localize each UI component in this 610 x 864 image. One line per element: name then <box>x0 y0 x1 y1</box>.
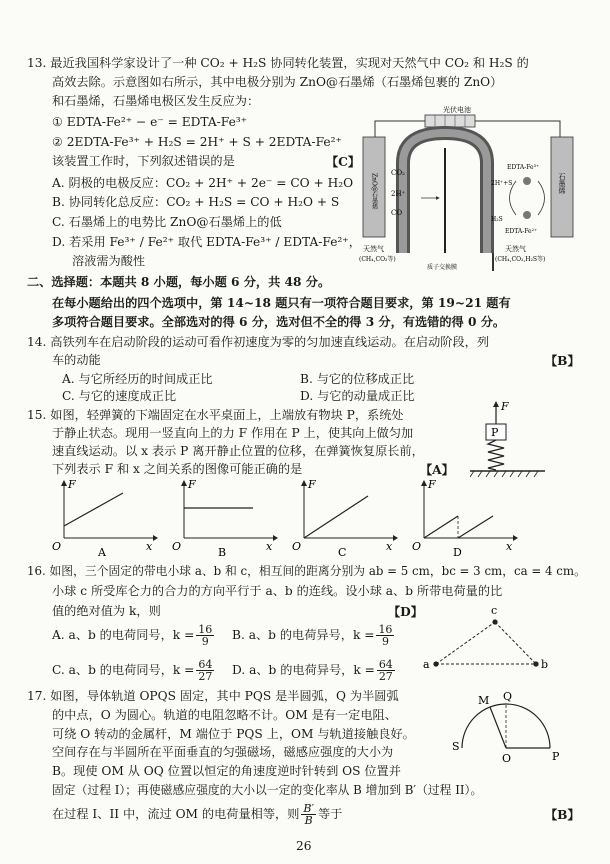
q15-graph-d <box>408 478 518 558</box>
graph-a-line <box>64 493 123 526</box>
svg-text:F: F <box>68 478 76 491</box>
svg-text:O: O <box>502 752 512 765</box>
gas-right: 天然气 <box>505 245 526 253</box>
q13-line-4: ① EDTA-Fe²⁺ − e⁻ = EDTA-Fe³⁺ <box>52 115 248 129</box>
svg-text:O: O <box>292 540 302 553</box>
svg-text:P: P <box>552 750 560 763</box>
ball-b <box>533 661 538 666</box>
q15-graph-c <box>288 478 398 558</box>
q17-line-6: 固定（过程 I）；再使磁感应强度的大小以一定的变化率从 B 增加到 B′（过程 II）。 <box>52 783 483 797</box>
q16-answer: 【D】 <box>388 605 423 619</box>
q13-option-b: B. 协同转化总反应：CO₂ + H₂S = CO + H₂O + S <box>52 195 340 209</box>
q17-line-4: 空间存在与半圆所在平面垂直的匀强磁场，磁感应强度的大小为 <box>52 745 394 759</box>
rod-om <box>490 707 506 748</box>
svg-text:F: F <box>188 478 196 491</box>
spring-block-figure <box>470 398 545 483</box>
q13-line-2: 高效去除。示意图如右所示，其中电极分别为 ZnO@石墨烯（石墨烯包裹的 ZnO） <box>52 75 503 89</box>
q15-line-2: 于静止状态。现用一竖直向上的力 F 作用在 P 上，使其向上做匀加 <box>52 426 414 440</box>
svg-text:a: a <box>423 658 430 671</box>
page-number: 26 <box>296 839 312 853</box>
q16-line-1: 16. 如图，三个固定的带电小球 a、b 和 c，相互间的距离分别为 ab = 5 cm，bc = 3 cm，ca = 4 cm。 <box>27 564 586 578</box>
gas-right-sub: (CH₄,CO₂,H₂S等) <box>495 256 546 263</box>
q17-line-7: 在过程 I、II 中，流过 OM 的电荷量相等，则 $\frac{B'}{B}$ 等于 <box>52 802 343 827</box>
q13-option-a: A. 阴极的电极反应：CO₂ + 2H⁺ + 2e⁻ = CO + H₂O <box>52 176 354 190</box>
q13-option-d: D. 若采用 Fe³⁺ / Fe²⁺ 取代 EDTA-Fe³⁺ / EDTA-Fe²⁺， <box>52 235 361 249</box>
q16-option-b: B. a、b 的电荷异号，k = $\frac{16}{9}$ <box>232 623 393 648</box>
graph-d-line-2 <box>458 516 493 538</box>
h2s-label: H₂S <box>491 216 503 223</box>
gas-left: 天然气 <box>363 245 384 253</box>
semicircle-figure <box>452 688 562 768</box>
triangle-abc <box>418 602 548 674</box>
q16-line-3: 值的绝对值为 k，则 <box>52 604 161 618</box>
solar-label: 光伏电池 <box>443 106 471 114</box>
right-electrode-label: 石墨烯 <box>558 173 566 194</box>
edta3-top: EDTA-Fe³⁺ <box>507 164 540 171</box>
h-plus-s: 2H⁺+S <box>491 180 513 187</box>
graph-d-line-1 <box>424 516 458 538</box>
q16-option-c: C. a、b 的电荷同号，k = $\frac{64}{27}$ <box>52 658 213 683</box>
ball-c <box>492 619 497 624</box>
graph-b-label: B <box>218 546 227 558</box>
graph-c-line <box>304 496 368 538</box>
q16-option-a: A. a、b 的电荷同号，k = $\frac{16}{9}$ <box>52 623 213 648</box>
co-label: CO <box>391 209 403 217</box>
svg-text:F: F <box>428 478 436 491</box>
svg-text:M: M <box>478 694 490 707</box>
q14-option-a: A. 与它所经历的时间成正比 <box>62 372 213 386</box>
q15-line-3: 速直线运动。以 x 表示 P 离开静止位置的位移，在弹簧恢复原长前， <box>52 444 424 458</box>
q14-line-2: 车的动能 <box>52 353 101 367</box>
edta2-bottom: EDTA-Fe²⁺ <box>505 228 538 235</box>
section2-desc-2: 多项符合题目要求。全部选对的得 6 分，选对但不全的得 3 分，有选错的得 0 分。 <box>52 315 506 329</box>
q13-line-3: 和石墨烯，石墨烯电极区发生反应为： <box>52 94 260 108</box>
q14-option-b: B. 与它的位移成正比 <box>300 372 415 386</box>
q13-line-1: 13. 最近我国科学家设计了一种 CO₂ + H₂S 协同转化装置，实现对天然气中 CO₂ 和 H₂S 的 <box>27 56 529 70</box>
q14-line-1: 14. 高铁列车在启动阶段的运动可看作初速度为零的匀加速直线运动。在启动阶段，列 <box>27 335 490 349</box>
q17-line-5: B。现使 OM 从 OQ 位置以恒定的角速度逆时针转到 OS 位置并 <box>52 764 401 778</box>
q17-answer: 【B】 <box>545 808 580 822</box>
q17-line-1: 17. 如图，导体轨道 OPQS 固定，其中 PQS 是半圆弧，Q 为半圆弧 <box>27 689 399 703</box>
q15-graph-b <box>168 478 278 558</box>
svg-text:x: x <box>506 540 513 553</box>
graph-a-label: A <box>98 546 106 558</box>
gas-left-sub: (CH₄,CO₂等) <box>359 256 396 263</box>
co2-label: CO₂ <box>391 169 405 177</box>
q13-option-c: C. 石墨烯上的电势比 ZnO@石墨烯上的低 <box>52 215 282 229</box>
svg-text:S: S <box>452 740 460 753</box>
block-label: P <box>491 426 499 439</box>
q14-answer: 【B】 <box>545 354 580 368</box>
q16-option-d: D. a、b 的电荷异号，k = $\frac{64}{27}$ <box>232 658 393 683</box>
graph-c-label: C <box>338 546 347 558</box>
q14-option-c: C. 与它的速度成正比 <box>62 389 177 403</box>
svg-text:O: O <box>52 540 62 553</box>
svg-text:O: O <box>172 540 182 553</box>
section2-desc-1: 在每小题给出的四个选项中，第 14~18 题只有一项符合题目要求，第 19~21 题有 <box>52 296 511 310</box>
electrolysis-diagram <box>355 103 590 273</box>
q13-line-5: ② 2EDTA-Fe³⁺ + H₂S = 2H⁺ + S + 2EDTA-Fe²⁺ <box>52 135 342 149</box>
q17-line-2: 的中点，O 为圆心。轨道的电阻忽略不计。OM 是有一定电阻、 <box>52 708 397 722</box>
q13-line-6: 该装置工作时，下列叙述错误的是 <box>52 154 235 168</box>
q15-answer: 【A】 <box>420 463 454 477</box>
left-electrode-label: ZnO@石墨烯 <box>370 173 378 210</box>
graph-d-label: D <box>453 546 462 558</box>
spring <box>488 440 504 470</box>
membrane-label: 质子交换膜 <box>427 264 458 271</box>
q13-answer: 【C】 <box>326 155 361 169</box>
q13-option-d-cont: 溶液需为酸性 <box>72 254 146 268</box>
q15-graph-a <box>48 478 158 558</box>
svg-text:x: x <box>266 540 273 553</box>
svg-text:F: F <box>308 478 316 491</box>
q15-line-4: 下列表示 F 和 x 之间关系的图像可能正确的是 <box>52 462 303 476</box>
section2-title: 二、选择题：本题共 8 小题，每小题 6 分，共 48 分。 <box>27 275 331 289</box>
q17-line-3: 可绕 O 转动的金属杆，M 端位于 PQS 上，OM 与轨道接触良好。 <box>52 727 415 741</box>
svg-text:c: c <box>491 604 498 617</box>
q15-line-1: 15. 如图，轻弹簧的下端固定在水平桌面上，上端放有物块 P，系统处 <box>27 408 404 422</box>
q16-line-2: 小球 c 所受库仑力的合力的方向平行于 a、b 的连线。设小球 a、b 所带电荷量的比 <box>52 584 503 598</box>
q14-option-d: D. 与它的动量成正比 <box>300 389 415 403</box>
svg-text:x: x <box>386 540 393 553</box>
svg-text:Q: Q <box>503 690 513 703</box>
ball-a <box>433 661 438 666</box>
solar-panel <box>425 115 475 127</box>
svg-text:O: O <box>412 540 422 553</box>
svg-text:x: x <box>146 540 153 553</box>
h-plus-left: 2H⁺ <box>391 190 406 198</box>
force-label: F <box>501 400 509 413</box>
svg-text:b: b <box>541 658 548 671</box>
